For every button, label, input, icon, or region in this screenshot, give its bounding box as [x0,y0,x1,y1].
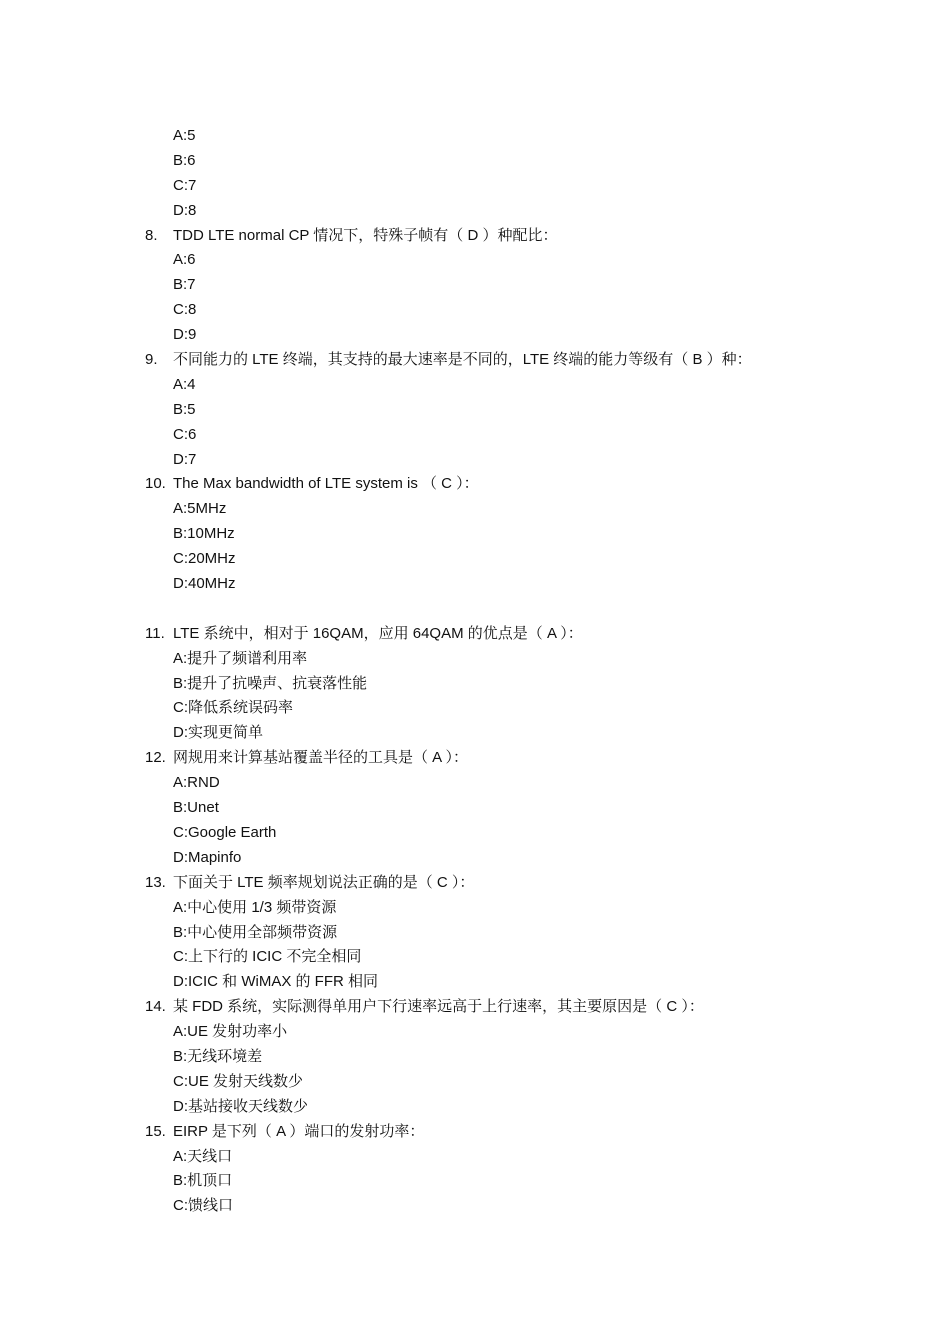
question-text: 某 FDD 系统，实际测得单用户下行速率远高于上行速率，其主要原因是（ C ）： [173,998,704,1016]
option-line [0,1095,950,1120]
option-line [0,1020,950,1045]
option-line [0,796,950,821]
option-line [0,970,950,995]
option-text: D:ICIC 和 WiMAX 的 FFR 相同 [173,973,378,991]
question-line [0,871,950,896]
question-line [0,746,950,771]
option-line [0,398,950,423]
option-text: C:UE 发射天线数少 [173,1072,304,1090]
option-line [0,547,950,572]
option-text: C:8 [173,301,197,319]
option-line [0,149,950,174]
blank-line [0,597,950,622]
option-line [0,1070,950,1095]
question-line [0,622,950,647]
option-text: B:7 [173,276,196,294]
option-line [0,672,950,697]
option-line [0,721,950,746]
option-line [0,771,950,796]
option-text: A:中心使用 1/3 频带资源 [173,898,337,916]
option-text: C:7 [173,176,197,194]
question-text: 不同能力的 LTE 终端，其支持的最大速率是不同的，LTE 终端的能力等级有（ B ）种： [173,351,752,369]
option-line [0,497,950,522]
option-line [0,248,950,273]
option-line [0,821,950,846]
question-number: 9. [145,351,158,369]
option-text: B:无线环境差 [173,1047,263,1065]
option-line [0,1045,950,1070]
question-number: 15. [145,1122,166,1140]
option-line [0,448,950,473]
option-text: B:中心使用全部频带资源 [173,923,338,941]
option-text: D:基站接收天线数少 [173,1097,309,1115]
option-line [0,647,950,672]
question-line [0,1120,950,1145]
question-text: EIRP 是下列（ A ）端口的发射功率： [173,1122,425,1140]
option-text: B:6 [173,151,196,169]
option-text: D:7 [173,450,197,468]
option-text: A:天线口 [173,1147,233,1165]
question-text: 下面关于 LTE 频率规划说法正确的是（ C ）： [173,873,475,891]
option-line [0,199,950,224]
option-line [0,373,950,398]
question-line [0,995,950,1020]
option-text: A:UE 发射功率小 [173,1023,288,1041]
option-text: C:Google Earth [173,823,277,841]
question-line [0,348,950,373]
option-line [0,1145,950,1170]
option-line [0,896,950,921]
option-line [0,921,950,946]
option-text: C:6 [173,425,197,443]
question-line [0,472,950,497]
option-line [0,124,950,149]
question-number: 8. [145,226,158,244]
option-line [0,945,950,970]
option-text: C:降低系统误码率 [173,699,294,717]
option-text: A:4 [173,375,196,393]
option-line [0,846,950,871]
question-text: The Max bandwidth of LTE system is （ C ）： [173,475,479,493]
question-number: 11. [145,624,165,642]
question-text: 网规用来计算基站覆盖半径的工具是（ A ）： [173,749,469,767]
option-line [0,1194,950,1219]
option-line [0,572,950,597]
question-line [0,224,950,249]
option-text: B:Unet [173,799,219,817]
option-text: D:实现更简单 [173,724,264,742]
option-text: D:9 [173,326,197,344]
question-text: LTE 系统中，相对于 16QAM，应用 64QAM 的优点是（ A ）： [173,624,583,642]
option-text: B:10MHz [173,525,235,543]
question-number: 10. [145,475,166,493]
question-number: 14. [145,998,166,1016]
question-number: 12. [145,749,166,767]
question-text: TDD LTE normal CP 情况下，特殊子帧有（ D ）种配比： [173,226,558,244]
option-text: B:机顶口 [173,1172,233,1190]
option-text: C:20MHz [173,550,236,568]
option-text: A:5 [173,127,196,144]
option-text: A:提升了频谱利用率 [173,649,308,667]
option-line [0,273,950,298]
option-text: C:上下行的 ICIC 不完全相同 [173,948,362,966]
option-line [0,522,950,547]
option-text: A:6 [173,251,196,269]
option-text: B:5 [173,400,196,418]
option-line [0,696,950,721]
option-text: D:Mapinfo [173,848,242,866]
document-body [0,124,950,1219]
option-text: B:提升了抗噪声、抗衰落性能 [173,674,368,692]
option-line [0,423,950,448]
option-line [0,323,950,348]
option-text: A:RND [173,774,220,792]
question-number: 13. [145,873,166,891]
option-text: A:5MHz [173,500,227,518]
option-text: C:馈线口 [173,1197,234,1215]
option-text: D:40MHz [173,575,236,593]
option-text: D:8 [173,201,197,219]
option-line [0,298,950,323]
option-line [0,174,950,199]
option-line [0,1169,950,1194]
